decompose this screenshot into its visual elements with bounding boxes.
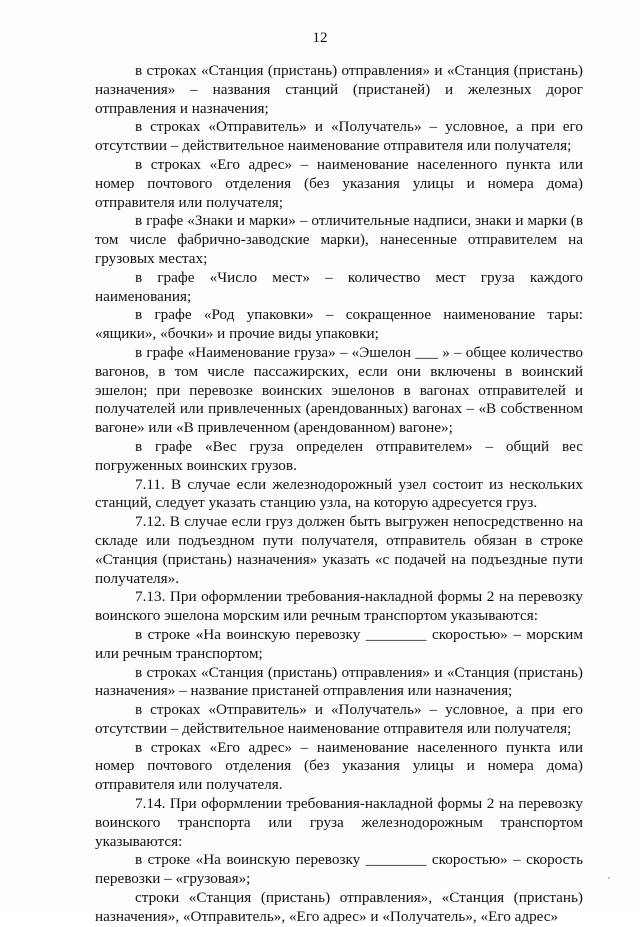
paragraph: в строке «На воинскую перевозку ________ скоростью» – морским или речным транспортом; (95, 625, 583, 662)
paragraph: в строках «Станция (пристань) отправления» и «Станция (пристань) назначения» – названия станций (пристаней) и железных дорог отправления и назначения; (95, 62, 583, 117)
section-7-12: 7.12. В случае если груз должен быть выгружен непосредственно на складе или подъездном пути получателя, отправитель обязан в строке «Станция (пристань) назначения» указать «с подачей на подъездные пути получателя». (95, 513, 583, 587)
paragraph: в строках «Его адрес» – наименование населенного пункта или номер почтового отделения (без указания улицы и номера дома) отправителя или получателя. (95, 738, 583, 794)
paragraph: строки «Станция (пристань) отправления», «Станция (пристань) назначения», «Отправитель», «Его адрес» и «Получатель», «Его адрес» (95, 889, 583, 925)
paragraph: в графе «Число мест» – количество мест груза каждого наименования; (95, 268, 583, 305)
paragraph: в строках «Его адрес» – наименование населенного пункта или номер почтового отделения (без указания улицы и номера дома) отправителя или получателя; (95, 155, 583, 211)
document-body (95, 62, 583, 927)
section-7-13: 7.13. При оформлении требования-накладной формы 2 на перевозку воинского эшелона морским или речным транспортом указываются: (95, 588, 583, 625)
paragraph: в строках «Станция (пристань) отправления» и «Станция (пристань) назначения» – название пристаней отправления или назначения; (95, 663, 583, 700)
paragraph: в строках «Отправитель» и «Получатель» – условное, а при его отсутствии – действительное наименование отправителя или получателя; (95, 701, 583, 737)
paragraph: в графе «Вес груза определен отправителем» – общий вес погруженных воинских грузов. (95, 437, 583, 474)
section-7-14: 7.14. При оформлении требования-накладной формы 2 на перевозку воинского транспорта или груза железнодорожным транспортом указываются: (95, 795, 583, 850)
section-7-11: 7.11. В случае если железнодорожный узел состоит из нескольких станций, следует указать станцию узла, на которую адресуется груз. (95, 475, 583, 512)
page-number: 12 (312, 30, 328, 46)
scan-artifact (608, 877, 610, 879)
paragraph: в графе «Наименование груза» – «Эшелон ___ » – общее количество вагонов, в том числе пассажирских, если они включены в воинский эшелон; при перевозке воинских эшелонов в вагонах отправителей и получателей или привлеченных (арендованных) вагонах – «В собственном вагоне» или «В привлеченном (арендованном) вагоне»; (95, 343, 583, 437)
paragraph: в графе «Род упаковки» – сокращенное наименование тары: «ящики», «бочки» и прочие виды упаковки; (95, 306, 583, 343)
paragraph: в строках «Отправитель» и «Получатель» – условное, а при его отсутствии – действительное наименование отправителя или получателя; (95, 118, 583, 155)
paragraph: в строке «На воинскую перевозку ________ скоростью» – скорость перевозки – «грузовая»; (95, 851, 583, 888)
paragraph: в графе «Знаки и марки» – отличительные надписи, знаки и марки (в том числе фабрично-заводские марки), нанесенные отправителем на грузовых местах; (95, 212, 583, 267)
